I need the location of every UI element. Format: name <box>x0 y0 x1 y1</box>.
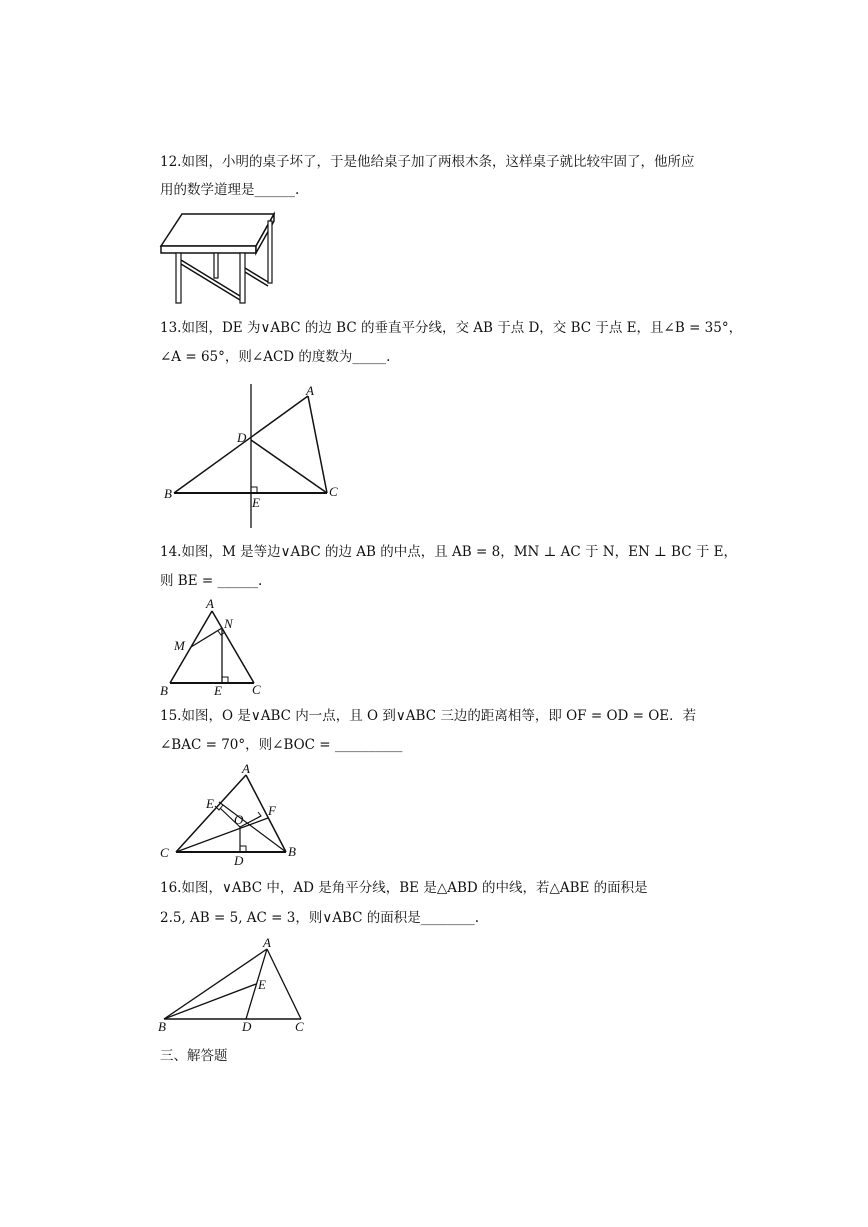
q16-label-E: E <box>258 977 266 992</box>
q16-label-A: A <box>263 935 271 950</box>
q16-label-B: B <box>158 1019 166 1034</box>
q15-label-O: O <box>234 812 244 827</box>
q16-label-C: C <box>295 1019 304 1034</box>
q16-text-line1: 16.如图，∨ABC 中，AD 是角平分线，BE 是△ABD 的中线，若△ABE 的面积是 <box>160 880 648 896</box>
q12-table-figure <box>158 208 278 308</box>
q15-label-D: D <box>234 853 244 868</box>
q13-label-C: C <box>329 484 338 499</box>
q15-triangle-figure <box>158 760 303 868</box>
q15-label-A: A <box>242 761 250 776</box>
q15-text-line1: 15.如图，O 是∨ABC 内一点，且 O 到∨ABC 三边的距离相等，即 OF = OD = OE．若 <box>160 708 697 724</box>
q13-text-line2: ∠A = 65°，则∠ACD 的度数为_____. <box>160 349 391 365</box>
q13-label-E: E <box>252 495 260 510</box>
q14-triangle-figure <box>158 594 268 698</box>
q14-text-line1: 14.如图，M 是等边∨ABC 的边 AB 的中点，且 AB = 8，MN ⊥ AC 于 N，EN ⊥ BC 于 E， <box>160 544 737 560</box>
q13-label-A: A <box>306 383 314 398</box>
q16-triangle-figure <box>156 935 316 1035</box>
q14-text-line2: 则 BE = ______. <box>160 573 263 589</box>
q13-label-B: B <box>164 486 172 501</box>
q14-label-C: C <box>252 682 261 697</box>
q14-label-B: B <box>160 683 168 698</box>
q12-text-line2: 用的数学道理是______. <box>160 182 300 198</box>
q14-label-M: M <box>174 638 185 653</box>
q13-label-D: D <box>237 430 247 445</box>
q15-label-C: C <box>160 845 169 860</box>
q15-label-E: E <box>206 796 214 811</box>
q16-label-D: D <box>242 1019 252 1034</box>
q15-label-B: B <box>288 844 296 859</box>
q15-text-line2: ∠BAC = 70°，则∠BOC = __________ <box>160 737 403 753</box>
q14-label-N: N <box>224 616 233 631</box>
q12-text-line1: 12.如图，小明的桌子坏了，于是他给桌子加了两根木条，这样桌子就比较牢固了，他所应 <box>160 154 695 170</box>
q14-label-E: E <box>214 683 222 698</box>
q16-text-line2: 2.5, AB = 5, AC = 3，则∨ABC 的面积是________. <box>160 910 480 926</box>
section-title: 三、解答题 <box>160 1048 228 1064</box>
q13-text-line1: 13.如图，DE 为∨ABC 的边 BC 的垂直平分线，交 AB 于点 D，交 BC 于点 E，且∠B = 35°， <box>160 320 743 336</box>
q14-label-A: A <box>206 596 214 611</box>
q15-label-F: F <box>268 803 276 818</box>
q13-triangle-figure <box>160 380 350 532</box>
